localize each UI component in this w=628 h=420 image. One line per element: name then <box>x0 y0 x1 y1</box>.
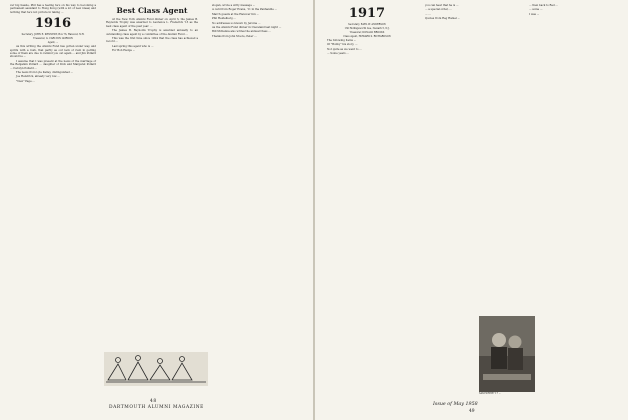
photo-image <box>479 316 535 392</box>
class-agent: Agent, ... <box>47 41 59 45</box>
body-paragraph: "New" Page ... <box>16 79 35 83</box>
body-paragraph: ... some ... <box>529 8 543 12</box>
body-paragraph: No addresses so known by Jerome ... <box>212 21 261 25</box>
class-year-heading: 1917 <box>348 6 386 21</box>
illustration-drawing <box>104 352 208 386</box>
page-number: 49 <box>469 409 475 414</box>
body-paragraph: Thanks from John Moore, Peter ... <box>212 34 257 38</box>
right-page <box>315 0 628 420</box>
body-paragraph: The following items ... <box>327 39 357 42</box>
body-paragraph: At the New York Alumni Fund dinner on April 3, the James B. Reynolds Trophy was awarded to Laurence L. Frederick '13 as the best class agent of the past year. ... <box>106 18 198 28</box>
body-paragraph: ... Some years ... <box>327 52 349 56</box>
left-footer <box>0 399 313 410</box>
body-paragraph: Of "Bobby" his story, ... <box>327 43 358 47</box>
body-paragraph: ... ... <box>425 12 431 16</box>
body-paragraph: slogan, wrote a witty message ... <box>212 4 256 7</box>
left-column-2 <box>106 4 198 54</box>
body-paragraph: Bill McKenna also writes the annual Class ... <box>212 30 271 34</box>
page-number: 48 <box>150 399 157 404</box>
body-paragraph: ... a special order, ... <box>425 8 452 12</box>
magazine-name: DARTMOUTH ALUMNI MAGAZINE <box>109 405 204 410</box>
body-paragraph: Last spring this agent who is ... <box>112 44 154 48</box>
class-agent: Class Agent, HOWARD S. RICHARDSON <box>343 35 391 38</box>
class-secretary: Secretary, EARL W. ANDERSON <box>348 23 386 26</box>
class-treasurer: Treasurer, G. CARLTON GORDON <box>33 37 73 41</box>
body-paragraph: I was ... <box>529 12 540 16</box>
body-paragraph: I assume that I was present at the news of the marriage of the Benjamin Pollard ... daughter of Dick and Margaret Pollard ... Carolyn Pollard ... <box>10 59 96 70</box>
photo <box>479 316 535 392</box>
left-column-3 <box>206 4 302 39</box>
right-column-3 <box>523 4 619 17</box>
body-paragraph: ... then back to Red ... <box>529 4 558 7</box>
class-secretary: Secretary, JOHN E. KENNEDY, Box 76, Hanover, N.H. <box>21 33 85 37</box>
right-column-2 <box>419 4 515 22</box>
body-paragraph: The news from Lyle Kelley, distinguished ... <box>16 71 74 75</box>
right-column-1 <box>321 4 413 57</box>
body-paragraph: As the Alumni Fund dinner in Cleveland last night ... <box>212 26 282 30</box>
left-column-1 <box>10 4 96 84</box>
left-page <box>0 0 313 420</box>
body-paragraph: March guests at the Hanover Inn ... <box>212 12 260 16</box>
body-paragraph: Joe Hendrick, already very low ... <box>16 75 60 79</box>
lead-paragraph: ver big hassle, Phil has a feeling he's on his way to becoming a permanent assistant to Hong Kong (with a lot of new ideas) and nothing that he's not picture in taking ... <box>10 4 96 14</box>
issue-label: Issue of May 1958 <box>433 402 478 407</box>
body-paragraph: For Bob Hedge ... <box>112 49 136 53</box>
class-treasurer: Treasurer, DONALD BROOKS <box>349 31 385 34</box>
body-paragraph: Quotes from Reg Hamel ... <box>425 17 461 21</box>
section-heading: Best Class Agent <box>116 6 188 15</box>
illustration <box>104 352 208 386</box>
photo-caption: SAM WHITE '17 ... <box>479 392 501 395</box>
body-paragraph: As this writing the Alumni Fund has gotten under way, and spirits with a rush, that partly as our lack of rush in getting some of them are due to remind you out again ... and Jim Pollard should be ... <box>10 45 96 59</box>
body-paragraph: Phil Heidelberg ... <box>212 17 236 21</box>
class-year-heading: 1916 <box>34 16 72 32</box>
body-paragraph: The James B. Reynolds Trophy is awarded annually to an outstanding class agent by a committee of the Alumni Fund ... <box>106 29 198 36</box>
class-address: 130 Hollingsworth Ave, Newark 5, N.J. <box>344 27 390 30</box>
body-paragraph: Not quite as we went to ... <box>327 47 362 51</box>
body-paragraph: This was the first time since 1924 that the class has achieved a record ... <box>106 37 198 44</box>
body-paragraph: you can hear that he is ... <box>425 4 459 7</box>
body-paragraph: A card from Roger Evans, '11 in the Panhandle ... <box>212 8 278 12</box>
